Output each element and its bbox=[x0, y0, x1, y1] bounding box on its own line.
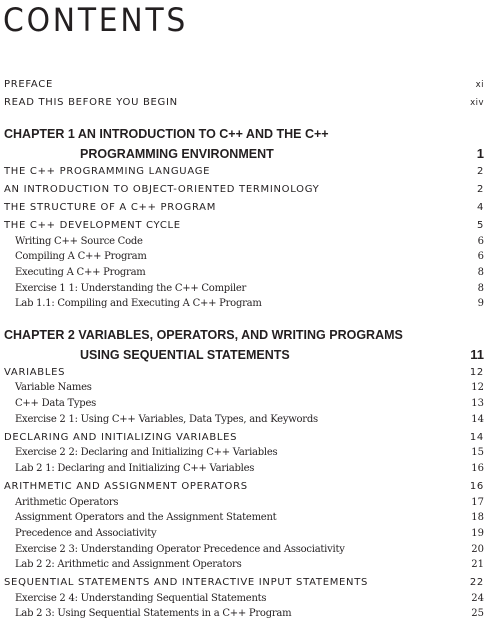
toc-section bbox=[0, 366, 491, 380]
toc-page-number: 5 bbox=[476, 220, 484, 231]
toc-entry-label: THE C++ PROGRAMMING LANGUAGE bbox=[4, 166, 211, 177]
toc-page-number: 12 bbox=[471, 382, 484, 393]
toc-section bbox=[0, 165, 491, 179]
toc-item bbox=[0, 250, 491, 264]
toc-entry-label: Variable Names bbox=[15, 382, 92, 393]
toc-item bbox=[0, 496, 491, 510]
toc-section bbox=[0, 431, 491, 445]
toc-entry-label: Precedence and Associativity bbox=[15, 528, 157, 539]
toc-entry-label: Exercise 2 3: Understanding Operator Precedence and Associativity bbox=[15, 544, 345, 555]
toc-page-number: 9 bbox=[477, 298, 484, 309]
toc-page-number: 4 bbox=[476, 202, 484, 213]
toc-entry-label: Lab 2 3: Using Sequential Statements in a C++ Program bbox=[15, 608, 292, 619]
chapter-page-number: 1 bbox=[476, 146, 484, 161]
toc-section bbox=[0, 219, 491, 233]
toc-page-number: 18 bbox=[471, 512, 484, 523]
toc-entry-label: Exercise 2 2: Declaring and Initializing C++ Variables bbox=[15, 447, 278, 458]
toc-section bbox=[0, 183, 491, 197]
toc-item bbox=[0, 592, 491, 606]
toc-page-number: 8 bbox=[477, 283, 484, 294]
toc-page-number: xiv bbox=[470, 98, 484, 108]
toc-item bbox=[0, 235, 491, 249]
toc-page-number: 2 bbox=[476, 166, 484, 177]
toc-entry-label: THE C++ DEVELOPMENT CYCLE bbox=[4, 220, 181, 231]
toc-page-number: 13 bbox=[471, 398, 484, 409]
toc-entry-label: DECLARING AND INITIALIZING VARIABLES bbox=[4, 432, 238, 443]
toc-item bbox=[0, 511, 491, 525]
toc-entry-label: C++ Data Types bbox=[15, 398, 96, 409]
chapter-page-number: 11 bbox=[470, 347, 484, 362]
toc-entry-label: SEQUENTIAL STATEMENTS AND INTERACTIVE INPUT STATEMENTS bbox=[4, 577, 369, 588]
toc-entry-label: THE STRUCTURE OF A C++ PROGRAM bbox=[4, 202, 217, 213]
toc-page-number: 16 bbox=[471, 463, 484, 474]
toc-entry-label: PREFACE bbox=[4, 79, 53, 90]
toc-entry-label: Arithmetic Operators bbox=[15, 497, 119, 508]
toc-entry-label: AN INTRODUCTION TO OBJECT-ORIENTED TERMINOLOGY bbox=[4, 184, 320, 195]
toc-page-number: 12 bbox=[469, 367, 484, 378]
toc-item bbox=[0, 282, 491, 296]
toc-section bbox=[0, 576, 491, 590]
chapter-heading bbox=[0, 327, 491, 367]
toc-page-number: 6 bbox=[477, 236, 484, 247]
toc-entry-label: READ THIS BEFORE YOU BEGIN bbox=[4, 97, 178, 108]
toc-page-number: 24 bbox=[471, 593, 484, 604]
toc-item bbox=[0, 527, 491, 541]
toc-item bbox=[0, 607, 491, 621]
toc-page-number: 20 bbox=[471, 544, 484, 555]
chapter-title-line1: CHAPTER 2 VARIABLES, OPERATORS, AND WRITING PROGRAMS bbox=[4, 328, 403, 342]
toc-entry-label: Assignment Operators and the Assignment Statement bbox=[15, 512, 277, 523]
toc-page-number: 6 bbox=[477, 251, 484, 262]
chapter-title-line1: CHAPTER 1 AN INTRODUCTION TO C++ AND THE C++ bbox=[4, 127, 329, 141]
toc-section bbox=[0, 480, 491, 494]
toc-entry-label: Compiling A C++ Program bbox=[15, 251, 147, 262]
toc-item bbox=[0, 297, 491, 311]
toc-item bbox=[0, 397, 491, 411]
toc-page-number: xi bbox=[475, 80, 484, 90]
toc-page-number: 2 bbox=[476, 184, 484, 195]
toc-entry-label: Exercise 2 1: Using C++ Variables, Data Types, and Keywords bbox=[15, 414, 318, 425]
toc-item bbox=[0, 381, 491, 395]
toc-page-number: 14 bbox=[471, 414, 484, 425]
toc-item bbox=[0, 558, 491, 572]
toc-entry-label: VARIABLES bbox=[4, 367, 66, 378]
toc-item bbox=[0, 462, 491, 476]
toc-entry-label: Exercise 1 1: Understanding the C++ Compiler bbox=[15, 283, 247, 294]
toc-entry-label: Lab 2 1: Declaring and Initializing C++ Variables bbox=[15, 463, 255, 474]
page-title: CONTENTS bbox=[3, 1, 189, 39]
toc-page-number: 25 bbox=[471, 608, 484, 619]
toc-item bbox=[0, 413, 491, 427]
toc-page-number: 8 bbox=[477, 267, 484, 278]
toc-page-number: 14 bbox=[469, 432, 484, 443]
toc-section bbox=[0, 201, 491, 215]
toc-entry-label: Lab 1.1: Compiling and Executing A C++ Program bbox=[15, 298, 262, 309]
chapter-title-line2: PROGRAMMING ENVIRONMENT bbox=[80, 147, 274, 161]
toc-entry-label: Exercise 2 4: Understanding Sequential Statements bbox=[15, 593, 267, 604]
toc-page-number: 15 bbox=[471, 447, 484, 458]
chapter-title-line2: USING SEQUENTIAL STATEMENTS bbox=[80, 348, 290, 362]
toc-page-number: 21 bbox=[471, 559, 484, 570]
chapter-heading bbox=[0, 126, 491, 166]
toc-entry-label: Executing A C++ Program bbox=[15, 267, 146, 278]
toc-page-number: 17 bbox=[471, 497, 484, 508]
toc-page-number: 16 bbox=[469, 481, 484, 492]
toc-page-number: 19 bbox=[471, 528, 484, 539]
toc-page-number: 22 bbox=[469, 577, 484, 588]
toc-item bbox=[0, 543, 491, 557]
toc-front-matter bbox=[0, 78, 491, 92]
toc-entry-label: Writing C++ Source Code bbox=[15, 236, 143, 247]
toc-entry-label: ARITHMETIC AND ASSIGNMENT OPERATORS bbox=[4, 481, 248, 492]
toc-item bbox=[0, 446, 491, 460]
toc-item bbox=[0, 266, 491, 280]
toc-front-matter bbox=[0, 96, 491, 110]
toc-entry-label: Lab 2 2: Arithmetic and Assignment Operators bbox=[15, 559, 242, 570]
